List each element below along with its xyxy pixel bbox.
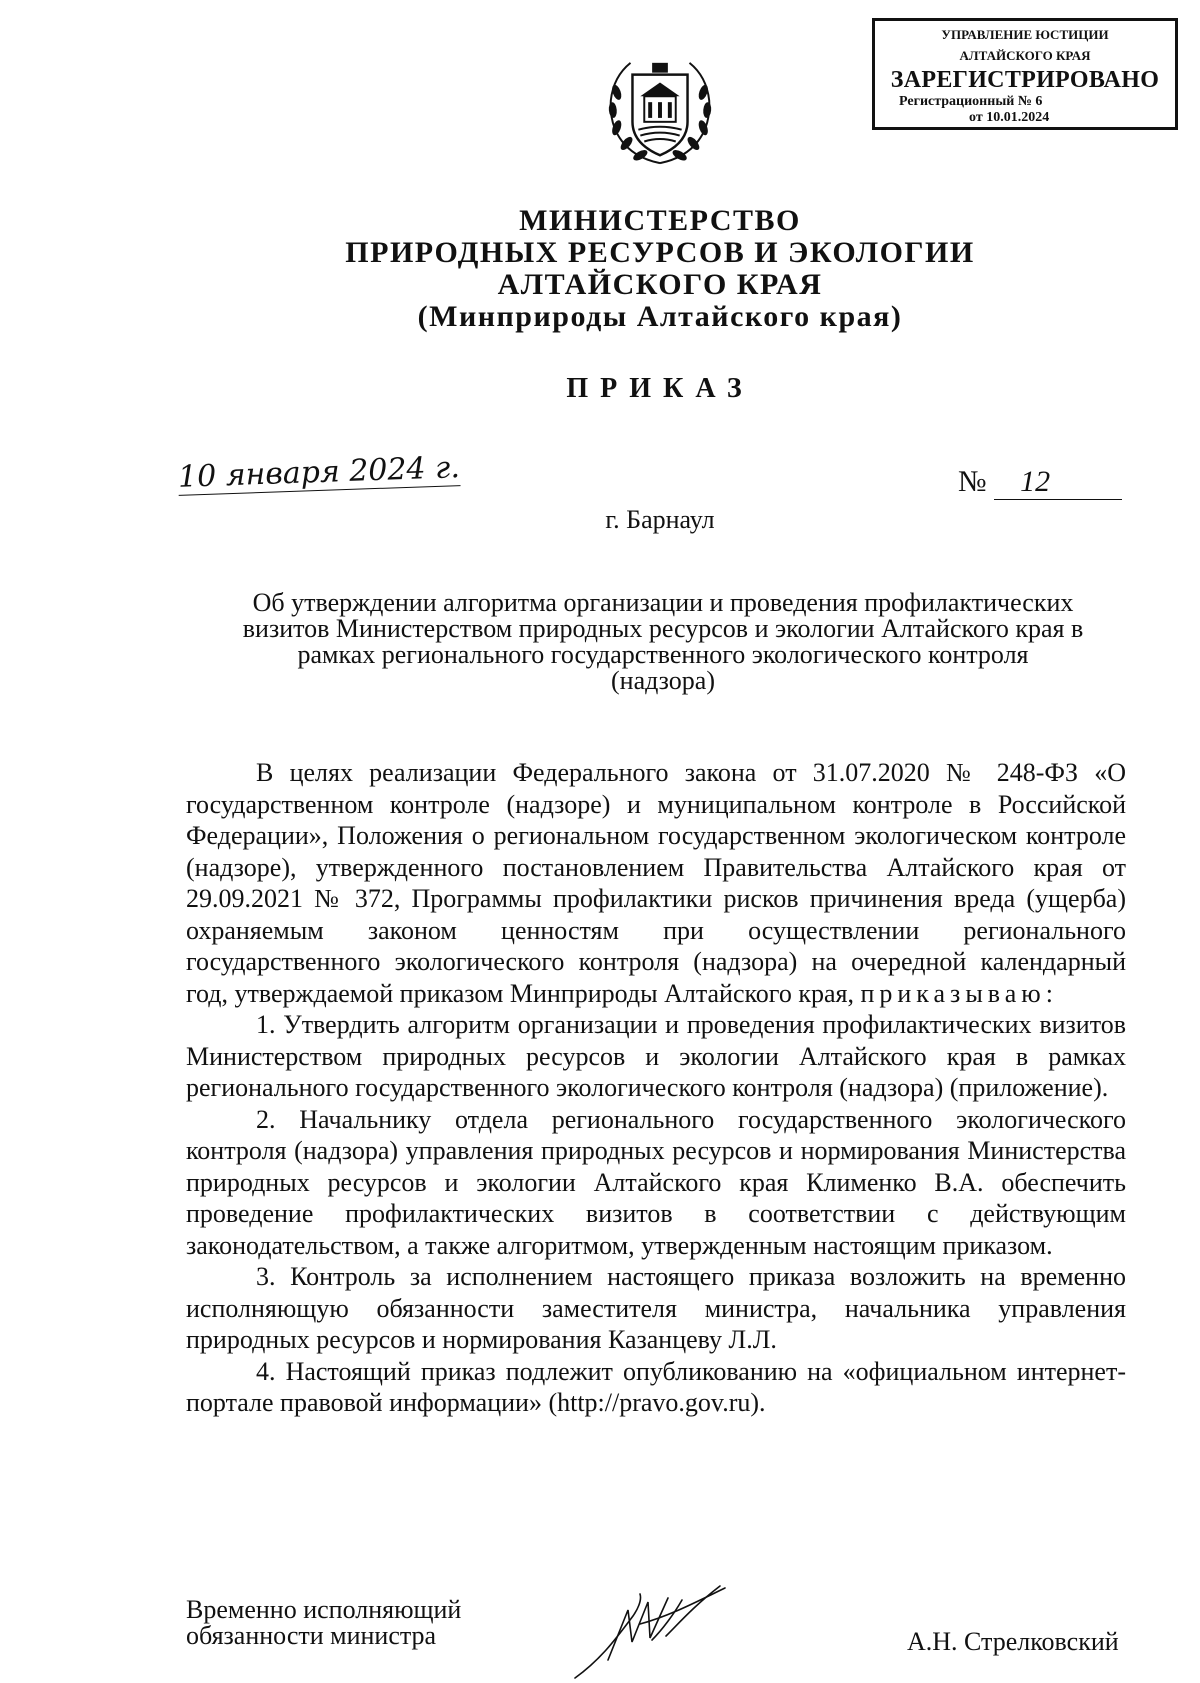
stamp-reg-number: Регистрационный № 6 bbox=[899, 94, 1043, 109]
document-type: ПРИКАЗ bbox=[566, 373, 754, 404]
order-item-2: 2. Начальнику отдела регионального государственного экологического контроля (надзора) управления природных ресурсов и нормирования Министерства природных ресурсов и экологии Алтайского края Клименко В.А. обеспечить проведение профилактических визитов в соответствии с действующим законодательством, а также алгоритмом, утвержденным настоящим приказом. bbox=[186, 1104, 1126, 1260]
number-label: № bbox=[958, 465, 987, 498]
preamble-text: В целях реализации Федерального закона от 31.07.2020 № 248-ФЗ «О государственном контроле (надзоре) и муниципальном контроле в Российской Федерации», Положения о региональном государственном экологическом контроле (надзоре), утвержденного постановлением Правительства Алтайского края от 29.09.2021 № 372, Программы профилактики рисков причинения вреда (ущерба) охраняемым законом ценностям при осуществлении регионального государственного экологического контроля (надзора) на очередной календарный год, утверждаемой приказом Минприроды Алтайского края, bbox=[186, 758, 1126, 1008]
signatory-title-line1: Временно исполняющий bbox=[186, 1595, 462, 1624]
order-number bbox=[958, 465, 1122, 500]
preamble-paragraph bbox=[186, 757, 1126, 1009]
signatory-title-line2: обязанности министра bbox=[186, 1621, 437, 1650]
city: г. Барнаул bbox=[605, 505, 715, 534]
ministry-header bbox=[200, 205, 1120, 333]
handwritten-date: 10 января 2024 г. bbox=[177, 450, 461, 495]
order-item-1: 1. Утвердить алгоритм организации и проведения профилактических визитов Министерством природных ресурсов и экологии Алтайского края в рамках регионального государственного экологического контроля (надзора) (приложение). bbox=[186, 1010, 1126, 1102]
stamp-org-line2: АЛТАЙСКОГО КРАЯ bbox=[959, 48, 1091, 63]
order-item-3: 3. Контроль за исполнением настоящего приказа возложить на временно исполняющую обязанности заместителя министра, начальника управления природных ресурсов и нормирования Казанцеву Л.Л. bbox=[186, 1262, 1126, 1354]
order-body bbox=[186, 757, 1126, 1419]
stamp-org-line1: УПРАВЛЕНИЕ ЮСТИЦИИ bbox=[941, 27, 1109, 42]
subject-line1: Об утверждении алгоритма организации и проведения профилактических bbox=[252, 588, 1074, 617]
header-line2: ПРИРОДНЫХ РЕСУРСОВ И ЭКОЛОГИИ bbox=[345, 236, 975, 269]
subject-line2: визитов Министерством природных ресурсов и экологии Алтайского края в bbox=[242, 614, 1084, 643]
signatory-name: А.Н. Стрелковский bbox=[907, 1627, 1119, 1656]
subject-line4: (надзора) bbox=[611, 666, 715, 695]
order-subject bbox=[210, 590, 1116, 694]
header-line4: (Минприроды Алтайского края) bbox=[417, 300, 903, 333]
decree-word: приказываю: bbox=[860, 978, 1058, 1008]
subject-line3: рамках регионального государственного экологического контроля bbox=[297, 640, 1029, 669]
header-line3: АЛТАЙСКОГО КРАЯ bbox=[497, 268, 823, 301]
registration-stamp bbox=[872, 18, 1178, 130]
altai-krai-coat-of-arms-icon bbox=[601, 53, 719, 171]
order-item-4: 4. Настоящий приказ подлежит опубликованию на «официальном интернет-портале правовой информации» (http://pravo.gov.ru). bbox=[186, 1356, 1126, 1417]
stamp-reg-date: от 10.01.2024 bbox=[969, 110, 1050, 125]
stamp-status: ЗАРЕГИСТРИРОВАНО bbox=[890, 67, 1160, 93]
header-line1: МИНИСТЕРСТВО bbox=[519, 204, 801, 237]
handwritten-signature-icon bbox=[570, 1580, 790, 1680]
number-value: 12 bbox=[994, 465, 1122, 500]
signatory-title bbox=[186, 1597, 461, 1649]
